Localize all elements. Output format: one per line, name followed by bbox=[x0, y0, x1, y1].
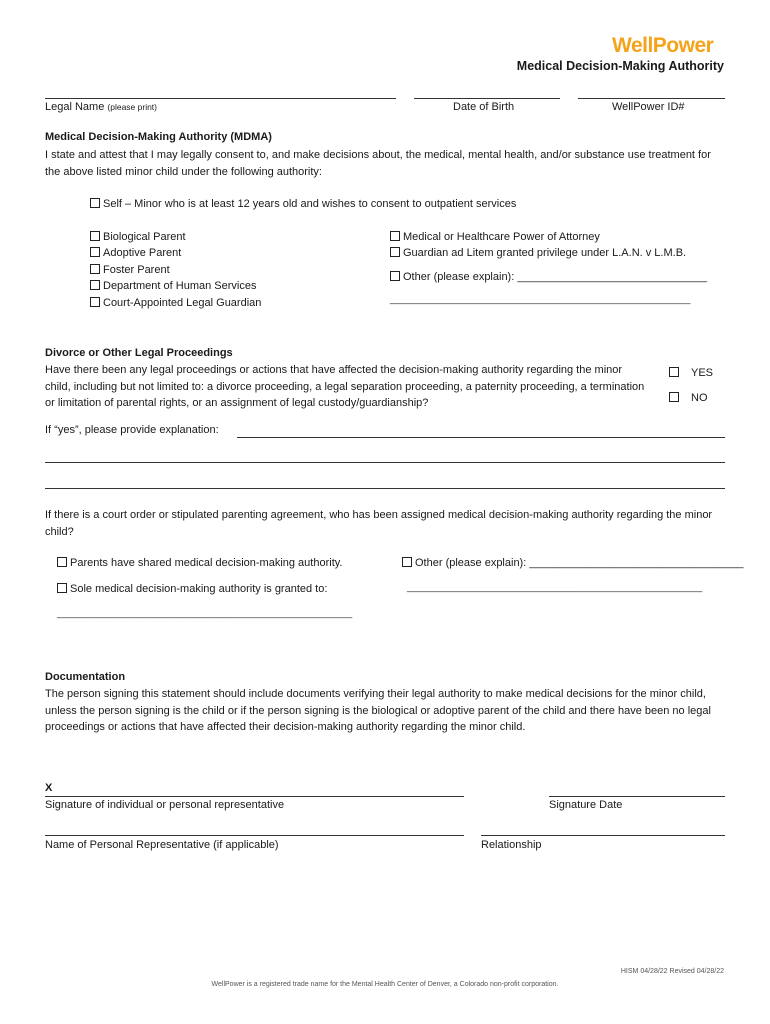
option-court-guardian[interactable]: Court-Appointed Legal Guardian bbox=[90, 297, 261, 309]
revision-note: HISM 04/28/22 Revised 04/28/22 bbox=[620, 968, 724, 975]
option-other[interactable]: Other (please explain): _______________________________ bbox=[390, 271, 707, 283]
checkbox[interactable] bbox=[90, 198, 100, 208]
checkbox[interactable] bbox=[402, 557, 412, 567]
legal-name-line[interactable] bbox=[45, 98, 396, 99]
option-sole-authority[interactable]: Sole medical decision-making authority is granted to: bbox=[57, 583, 327, 595]
checkbox[interactable] bbox=[90, 280, 100, 290]
court-other-line[interactable]: ___________________________________________________________ bbox=[407, 582, 703, 592]
checkbox[interactable] bbox=[90, 231, 100, 241]
signature-line[interactable] bbox=[45, 796, 464, 797]
checkbox[interactable] bbox=[390, 231, 400, 241]
checkbox[interactable] bbox=[90, 247, 100, 257]
checkbox[interactable] bbox=[57, 557, 67, 567]
signature-label: Signature of individual or personal representative bbox=[45, 799, 285, 811]
sole-authority-line[interactable]: ___________________________________________________________ bbox=[57, 608, 353, 618]
checkbox[interactable] bbox=[669, 392, 679, 402]
dob-label: Date of Birth bbox=[453, 101, 515, 113]
mdma-body: I state and attest that I may legally consent to, and make decisions about, the medical, mental health, and/or substance use treatment for the above listed minor child under the following authority: bbox=[45, 149, 711, 178]
option-shared-authority[interactable]: Parents have shared medical decision-making authority. bbox=[57, 557, 343, 569]
relationship-label: Relationship bbox=[481, 839, 542, 851]
trademark-note: WellPower is a registered trade name for the Mental Health Center of Denver, a Colorado non-profit corporation. bbox=[211, 981, 559, 988]
yes-option[interactable]: YES bbox=[669, 367, 713, 379]
wellpower-id-label: WellPower ID# bbox=[612, 101, 685, 113]
other-explain-line[interactable]: ____________________________________________________________ bbox=[390, 294, 691, 304]
checkbox[interactable] bbox=[90, 297, 100, 307]
option-self[interactable]: Self – Minor who is at least 12 years old and wishes to consent to outpatient services bbox=[90, 198, 516, 210]
wellpower-logo: WellPower bbox=[612, 34, 714, 57]
checkbox[interactable] bbox=[90, 264, 100, 274]
option-gal[interactable]: Guardian ad Litem granted privilege under L.A.N. v L.M.B. bbox=[390, 247, 686, 259]
relationship-line[interactable] bbox=[481, 835, 725, 836]
explain-label: If “yes”, please provide explanation: bbox=[45, 424, 219, 436]
dob-line[interactable] bbox=[414, 98, 560, 99]
form-title: Medical Decision-Making Authority bbox=[516, 59, 724, 73]
court-order-question: If there is a court order or stipulated parenting agreement, who has been assigned medical decision-making authority regarding the minor child? bbox=[45, 509, 713, 538]
option-poa[interactable]: Medical or Healthcare Power of Attorney bbox=[390, 231, 600, 243]
documentation-heading: Documentation bbox=[45, 671, 126, 683]
signature-date-line[interactable] bbox=[549, 796, 725, 797]
option-foster-parent[interactable]: Foster Parent bbox=[90, 264, 170, 276]
checkbox[interactable] bbox=[57, 583, 67, 593]
no-option[interactable]: NO bbox=[669, 392, 708, 404]
explain-line-2[interactable] bbox=[45, 462, 725, 463]
divorce-heading: Divorce or Other Legal Proceedings bbox=[45, 347, 233, 359]
rep-name-label: Name of Personal Representative (if applicable) bbox=[45, 839, 279, 851]
option-dhs[interactable]: Department of Human Services bbox=[90, 280, 256, 292]
rep-name-line[interactable] bbox=[45, 835, 464, 836]
checkbox[interactable] bbox=[390, 247, 400, 257]
signature-date-label: Signature Date bbox=[549, 799, 623, 811]
option-adoptive-parent[interactable]: Adoptive Parent bbox=[90, 247, 181, 259]
checkbox[interactable] bbox=[669, 367, 679, 377]
divorce-body: Have there been any legal proceedings or actions that have affected the decision-making authority regarding the minor child, including but not limited to: a divorce proceeding, a legal separation proceeding, a paternity proceeding, a termination or limitation of parental rights, or an assignment of legal custody/guardianship? bbox=[45, 364, 645, 409]
option-court-other[interactable]: Other (please explain): ___________________________________ bbox=[402, 557, 743, 569]
checkbox[interactable] bbox=[390, 271, 400, 281]
id-line[interactable] bbox=[578, 98, 725, 99]
mdma-heading: Medical Decision-Making Authority (MDMA) bbox=[45, 131, 272, 143]
explain-line-1[interactable] bbox=[237, 437, 725, 438]
legal-name-label: Legal Name (please print) bbox=[45, 101, 157, 113]
documentation-body: The person signing this statement should include documents verifying their legal authority to make medical decisions for the minor child, unless the person signing is the child or if the person signing is the biological or adoptive parent of the child and there have been no legal proceedings or actions that have affected their decision-making authority regarding the minor child. bbox=[45, 688, 711, 733]
explain-line-3[interactable] bbox=[45, 488, 725, 489]
signature-x-mark: X bbox=[45, 782, 53, 794]
option-biological-parent[interactable]: Biological Parent bbox=[90, 231, 186, 243]
